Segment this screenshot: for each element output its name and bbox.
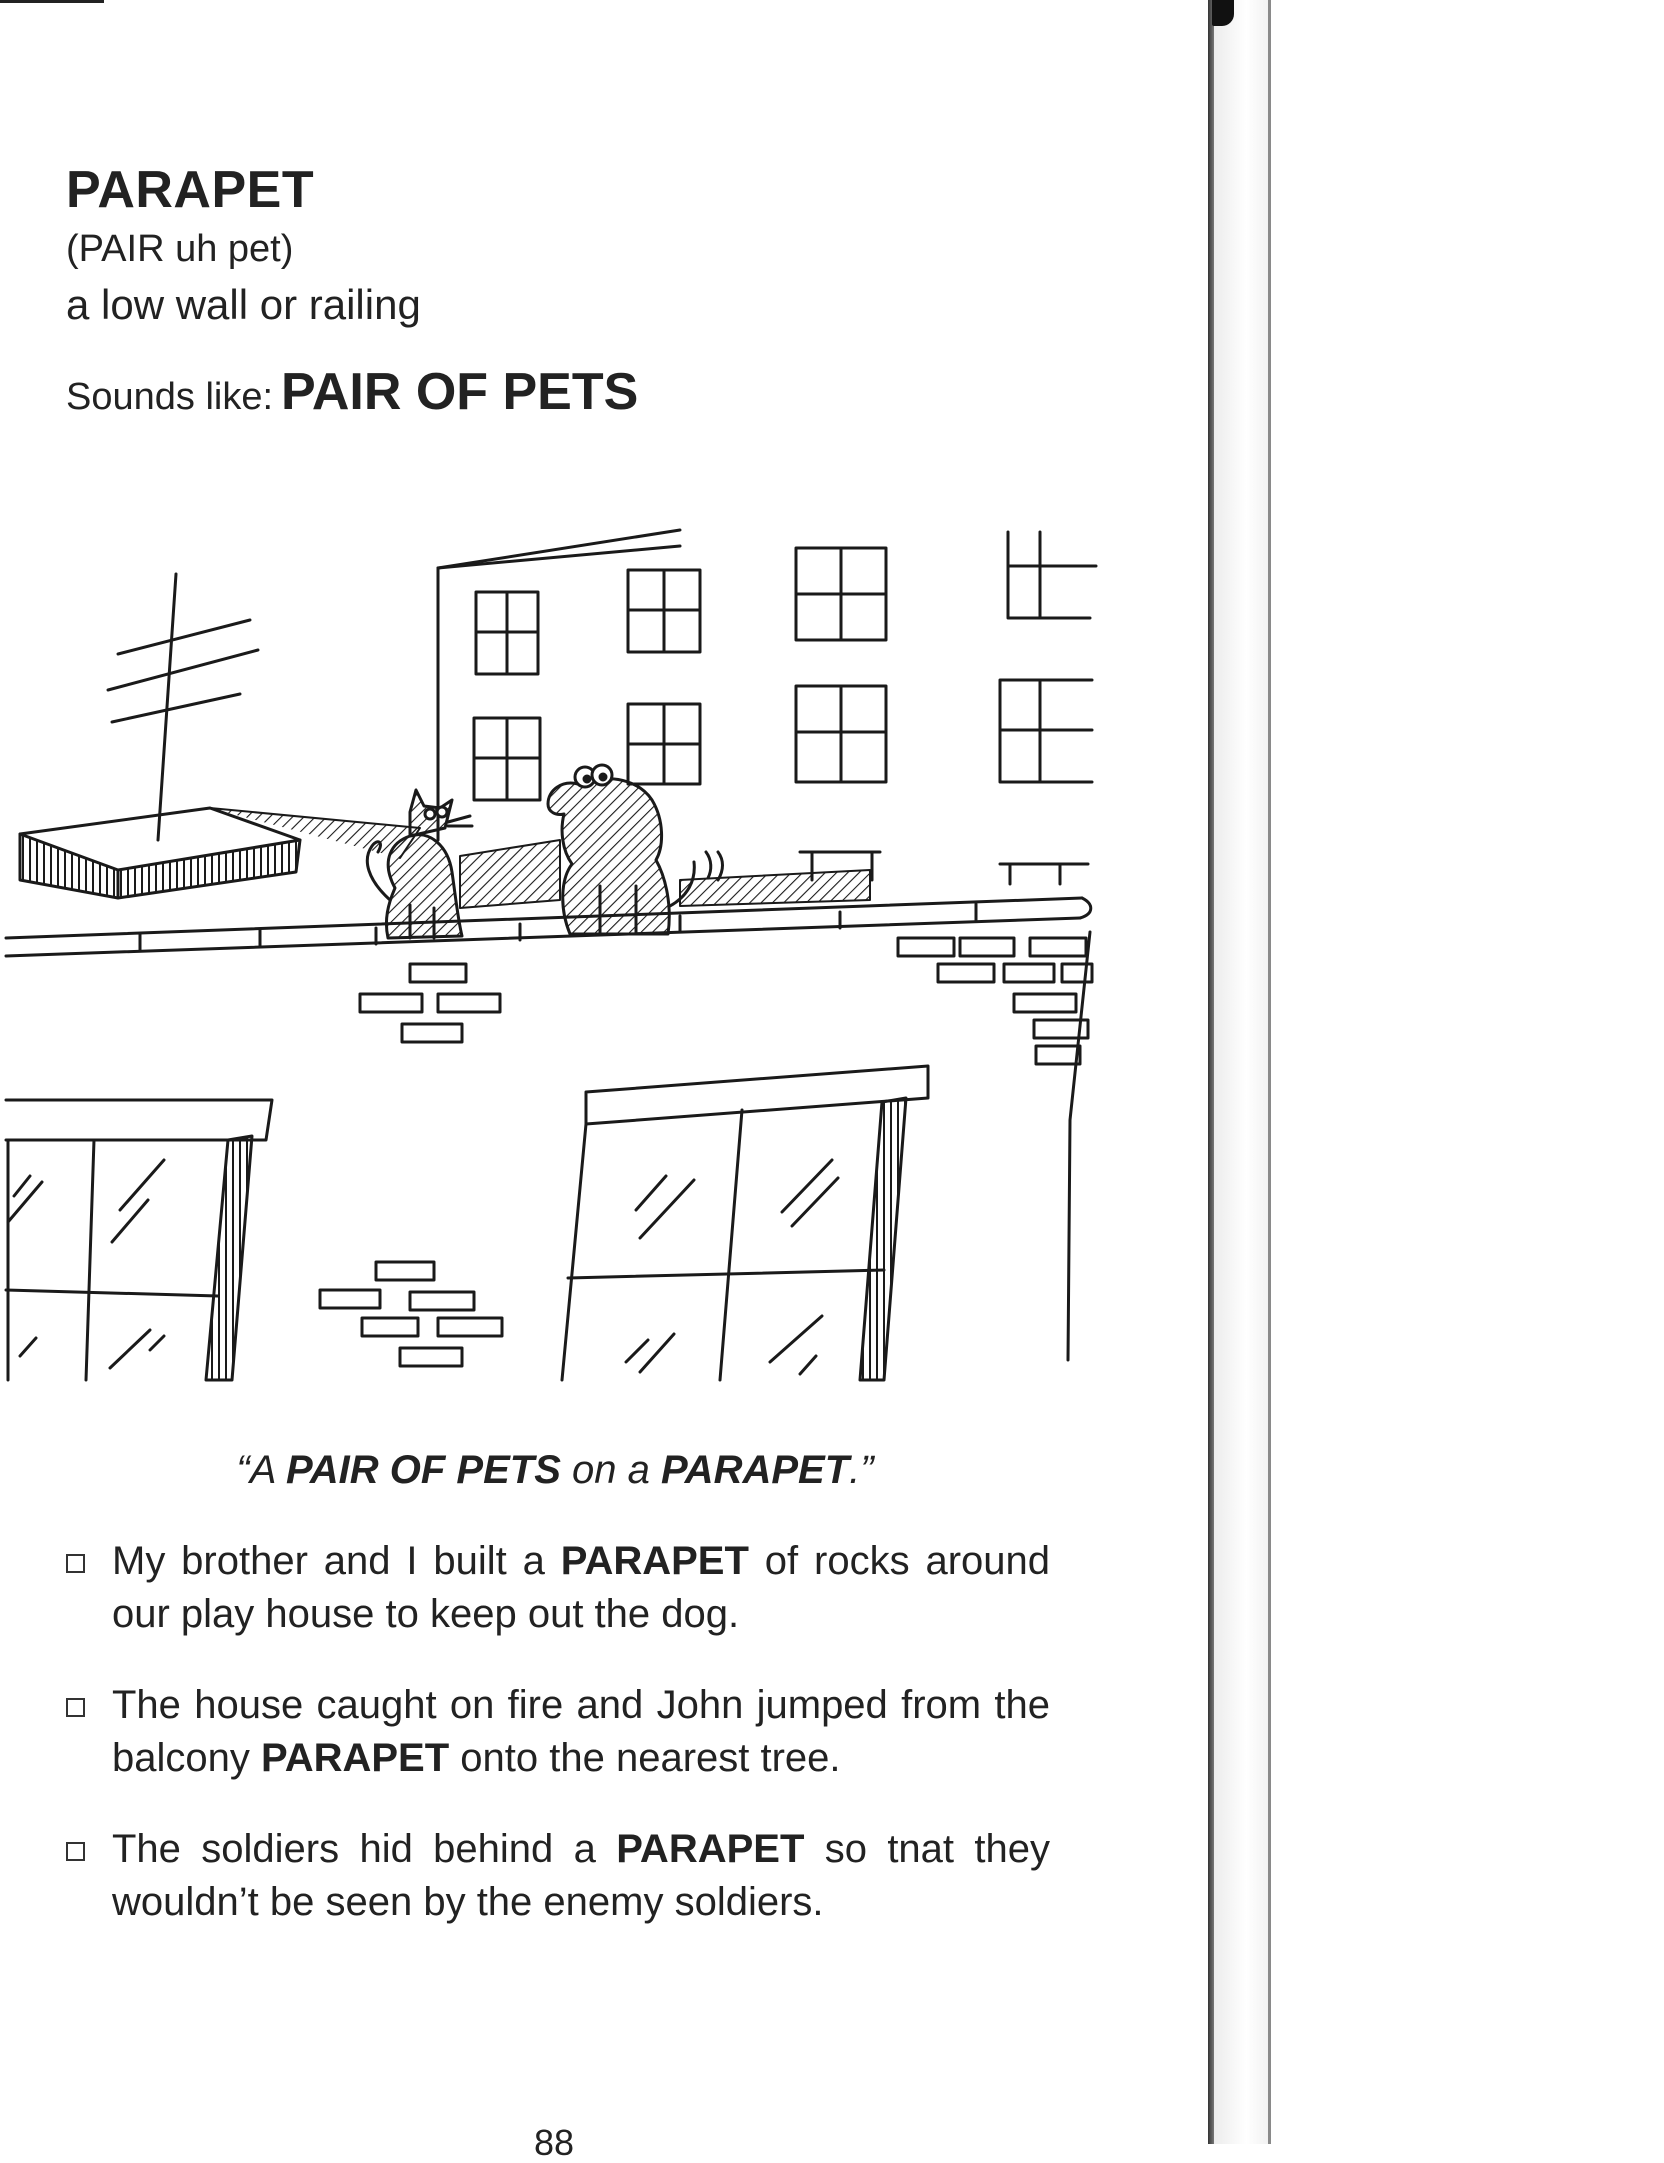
caption-bold-phrase: PAIR OF PETS <box>286 1448 561 1492</box>
example-item <box>60 1823 1050 1929</box>
book-gutter-shade <box>1214 0 1268 2144</box>
example-text: of rocks around our play house to keep out the dog. <box>112 1539 1050 1636</box>
building-window <box>628 704 700 784</box>
book-spine-line <box>1268 0 1271 2144</box>
building-window <box>1008 532 1096 618</box>
example-text: so tnat they wouldn’t be seen by the enemy soldiers. <box>112 1827 1050 1924</box>
headword: PARAPET <box>66 161 315 219</box>
cat <box>367 790 472 938</box>
building-window <box>796 686 886 782</box>
definition: a low wall or railing <box>66 281 421 328</box>
example-keyword: PARAPET <box>260 1736 450 1780</box>
checkbox-icon[interactable] <box>66 1554 85 1573</box>
building-window <box>628 570 700 652</box>
window-right <box>562 1066 928 1380</box>
example-text: onto the nearest tree. <box>449 1736 841 1780</box>
checkbox-icon[interactable] <box>66 1842 85 1861</box>
illustration-caption <box>0 1448 1110 1493</box>
rooftop-slab <box>20 808 420 898</box>
example-text: The soldiers hid behind a <box>112 1827 617 1871</box>
caption-text: “A <box>236 1448 287 1492</box>
window-left <box>6 1100 272 1380</box>
example-text: My brother and I built a <box>112 1539 561 1583</box>
example-item <box>60 1679 1050 1785</box>
caption-text: on a <box>560 1448 661 1492</box>
dog <box>548 765 723 934</box>
sounds-like-value: PAIR OF PETS <box>281 363 639 421</box>
book-spine-notch <box>1212 0 1234 26</box>
brick-cluster <box>360 964 500 1042</box>
parapet-coping <box>6 898 1091 956</box>
scan-edge-mark <box>0 0 104 3</box>
cartoon-illustration <box>0 520 1120 1390</box>
brick-cluster <box>320 1262 502 1366</box>
example-item <box>60 1535 1050 1641</box>
example-keyword: PARAPET <box>616 1827 805 1871</box>
example-text: The house caught on fire and John jumped from the balcony <box>112 1683 1050 1780</box>
building-window <box>796 548 886 640</box>
wall-corner-edge <box>1068 932 1090 1360</box>
page-number: 88 <box>534 2122 575 2163</box>
background-building <box>438 530 1096 884</box>
example-sentences <box>60 1535 1050 1967</box>
checkbox-icon[interactable] <box>66 1698 85 1717</box>
pronunciation: (PAIR uh pet) <box>66 228 294 270</box>
sounds-like-label: Sounds like: <box>66 376 274 418</box>
caption-bold-word: PARAPET <box>660 1448 850 1492</box>
book-spine-edge <box>1208 0 1214 2144</box>
building-window <box>1000 680 1092 782</box>
building-window <box>474 718 540 800</box>
tv-antenna <box>108 574 258 840</box>
sounds-like-line <box>66 362 638 422</box>
brick-cluster <box>898 938 1092 1064</box>
building-window <box>476 592 538 674</box>
caption-text: .” <box>849 1448 874 1492</box>
example-keyword: PARAPET <box>560 1539 749 1583</box>
